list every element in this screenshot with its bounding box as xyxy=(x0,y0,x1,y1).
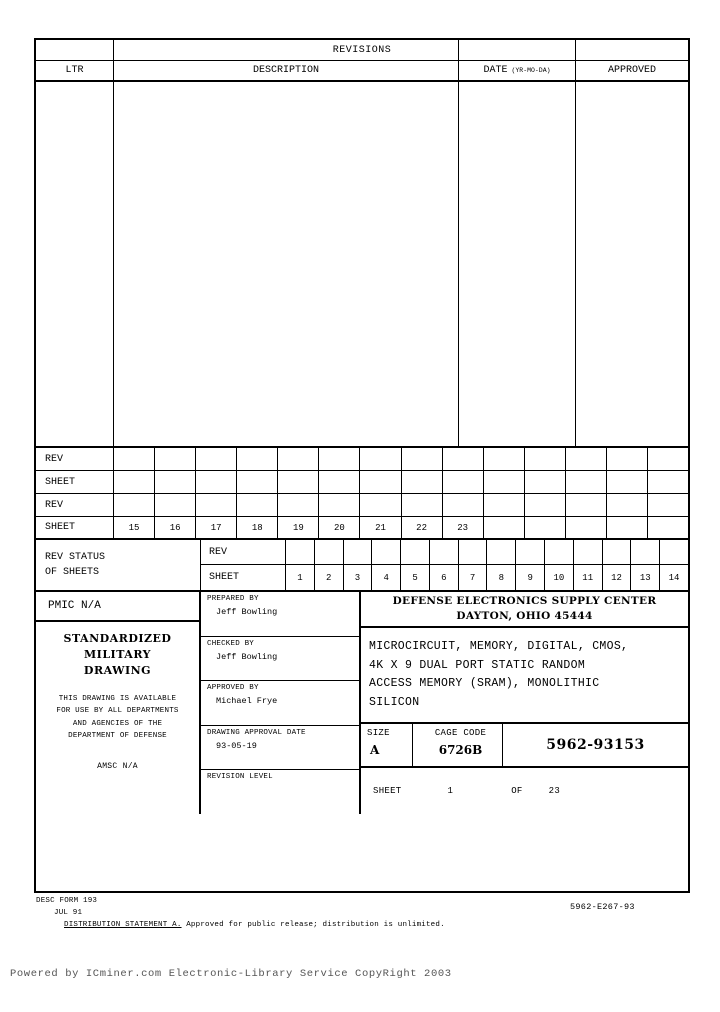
sheet-cell xyxy=(278,471,319,493)
item-title-line4: SILICON xyxy=(369,695,420,709)
rev-row-lower-cells xyxy=(114,494,688,516)
sheet-cell: 23 xyxy=(443,517,484,538)
rev-cell xyxy=(525,448,566,470)
rev-cell xyxy=(114,494,155,516)
rev-row-upper xyxy=(36,448,688,471)
title-block-left-column xyxy=(36,592,201,814)
item-title-line1: MICROCIRCUIT, MEMORY, DIGITAL, CMOS, xyxy=(369,640,629,653)
rev-cell xyxy=(319,448,360,470)
rev-cell xyxy=(319,494,360,516)
sheet-cell: 5 xyxy=(401,565,430,590)
sheet-cell: 20 xyxy=(319,517,360,538)
revisions-col-date-label: DATE xyxy=(483,65,508,76)
sheet-total: 23 xyxy=(548,786,561,796)
rev-cell xyxy=(372,540,401,564)
rev-row-lower-label: REV xyxy=(36,494,114,516)
sheet-label: SHEET xyxy=(373,786,402,796)
organization-line1: DEFENSE ELECTRONICS SUPPLY CENTER xyxy=(392,594,657,607)
availability-statement xyxy=(56,693,178,743)
rev-cell xyxy=(660,540,688,564)
organization-line2: DAYTON, OHIO 45444 xyxy=(456,610,593,622)
revisions-body-description-column xyxy=(114,40,459,446)
rev-cell xyxy=(360,448,401,470)
rev-cell xyxy=(443,494,484,516)
cage-code-value: 6726B xyxy=(438,743,483,757)
sheet-cell xyxy=(114,471,155,493)
sheet-cell: 7 xyxy=(459,565,488,590)
service-watermark: Powered by ICminer.com Electronic-Library Service CopyRight 2003 xyxy=(10,968,452,980)
rev-cell xyxy=(631,540,660,564)
sheet-row-upper-label: SHEET xyxy=(36,517,114,538)
drawing-approval-date-value: 93-05-19 xyxy=(216,740,257,751)
sheet-cell xyxy=(607,517,648,538)
document-code: 5962-E267-93 xyxy=(570,902,635,912)
sheet-cell xyxy=(484,517,525,538)
rev-cell xyxy=(344,540,373,564)
sheet-row-upper xyxy=(36,517,688,540)
size-value: A xyxy=(370,743,380,757)
distribution-statement xyxy=(64,920,694,932)
rev-cell xyxy=(402,448,443,470)
rev-cell xyxy=(401,540,430,564)
rev-cell xyxy=(648,494,688,516)
rev-cell xyxy=(155,494,196,516)
cage-code-cell xyxy=(413,724,503,766)
rev-status-rev-row xyxy=(201,540,688,565)
sheet-cell: 11 xyxy=(574,565,603,590)
approvals-column xyxy=(201,592,361,814)
revisions-body-approved-column xyxy=(576,40,688,446)
revisions-body-ltr-column xyxy=(36,40,114,446)
revisions-col-ltr: LTR xyxy=(36,61,114,80)
size-label: SIZE xyxy=(367,728,390,738)
rev-status-label-line2: OF SHEETS xyxy=(45,567,100,578)
sheet-cell: 22 xyxy=(402,517,443,538)
rev-status-grid xyxy=(201,540,688,590)
pmic-field: PMIC N/A xyxy=(36,592,199,622)
sheet-cell: 4 xyxy=(372,565,401,590)
drawing-number: 5962-93153 xyxy=(546,737,645,753)
rev-cell xyxy=(566,448,607,470)
item-title-line2: 4K X 9 DUAL PORT STATIC RANDOM xyxy=(369,658,586,672)
rev-cell xyxy=(516,540,545,564)
size-cage-number-row xyxy=(361,724,688,768)
sheet-cell xyxy=(155,471,196,493)
rev-cell xyxy=(196,494,237,516)
revision-level-cell xyxy=(201,770,359,814)
sheet-cell: 9 xyxy=(516,565,545,590)
revisions-body-date-column xyxy=(459,40,576,446)
sheet-cell: 15 xyxy=(114,517,155,538)
sheet-row-blank xyxy=(36,471,688,494)
checked-by-cell xyxy=(201,637,359,682)
sheet-row-upper-cells xyxy=(114,517,688,538)
approved-by-value: Michael Frye xyxy=(216,696,278,707)
rev-status-sheet-cells xyxy=(286,565,688,590)
sheet-of-row xyxy=(361,768,688,814)
rev-cell xyxy=(487,540,516,564)
item-title-line3: ACCESS MEMORY (SRAM), MONOLITHIC xyxy=(369,677,600,691)
standardized-military-drawing-seal xyxy=(36,622,199,814)
rev-cell xyxy=(566,494,607,516)
rev-cell xyxy=(545,540,574,564)
prepared-by-cell xyxy=(201,592,359,637)
rev-row-lower xyxy=(36,494,688,517)
sheet-cell: 3 xyxy=(344,565,373,590)
availability-line4: DEPARTMENT OF DEFENSE xyxy=(68,731,167,740)
rev-cell xyxy=(459,540,488,564)
sheet-cell: 21 xyxy=(360,517,401,538)
amsc-field: AMSC N/A xyxy=(97,762,138,772)
sheet-cell xyxy=(566,471,607,493)
sheet-cell xyxy=(196,471,237,493)
revisions-col-description: DESCRIPTION xyxy=(114,61,459,80)
rev-cell xyxy=(648,448,688,470)
rev-status-sheet-label: SHEET xyxy=(201,565,286,590)
drawing-approval-date-label: DRAWING APPROVAL DATE xyxy=(207,728,306,737)
rev-cell xyxy=(315,540,344,564)
size-cell xyxy=(361,724,413,766)
sheet-number: 1 xyxy=(447,786,454,796)
sheet-cell xyxy=(525,471,566,493)
rev-row-upper-label: REV xyxy=(36,448,114,470)
sheet-cell: 19 xyxy=(278,517,319,538)
sheet-row-blank-cells xyxy=(114,471,688,493)
sheet-cell: 12 xyxy=(603,565,632,590)
rev-cell xyxy=(484,494,525,516)
sheet-cell: 16 xyxy=(155,517,196,538)
rev-cell xyxy=(430,540,459,564)
checked-by-label: CHECKED BY xyxy=(207,639,255,648)
sheet-cell xyxy=(566,517,607,538)
revisions-col-date-format: (YR-MO-DA) xyxy=(511,67,551,74)
sheet-cell: 17 xyxy=(196,517,237,538)
rev-cell xyxy=(574,540,603,564)
rev-cell xyxy=(402,494,443,516)
smd-title-line2: MILITARY xyxy=(84,647,151,661)
smd-title xyxy=(64,631,172,679)
rev-cell xyxy=(607,494,648,516)
rev-status-label-line1: REV STATUS xyxy=(45,551,106,563)
sheet-cell xyxy=(443,471,484,493)
revisions-body xyxy=(36,40,688,448)
rev-status-rev-cells xyxy=(286,540,688,564)
sheet-cell xyxy=(237,471,278,493)
approved-by-label: APPROVED BY xyxy=(207,684,259,693)
prepared-by-label: PREPARED BY xyxy=(207,595,259,603)
sheet-row-blank-label: SHEET xyxy=(36,471,114,493)
sheet-cell: 18 xyxy=(237,517,278,538)
revisions-col-approved: APPROVED xyxy=(607,65,656,76)
cage-code-label: CAGE CODE xyxy=(434,728,487,738)
revision-level-label: REVISION LEVEL xyxy=(207,773,273,782)
sheet-cell: 6 xyxy=(430,565,459,590)
rev-cell xyxy=(525,494,566,516)
organization-block xyxy=(361,592,688,628)
distribution-statement-heading: DISTRIBUTION STATEMENT A. xyxy=(64,921,182,930)
title-block-right-column xyxy=(361,592,688,814)
rev-cell xyxy=(278,448,319,470)
distribution-statement-text: Approved for public release; distribution is unlimited. xyxy=(181,921,445,930)
rev-cell xyxy=(114,448,155,470)
item-title-block xyxy=(361,628,688,724)
drawing-approval-date-cell xyxy=(201,726,359,771)
rev-cell xyxy=(443,448,484,470)
availability-line3: AND AGENCIES OF THE xyxy=(72,719,163,728)
drawing-frame xyxy=(34,38,690,893)
rev-cell xyxy=(603,540,632,564)
smd-title-line1: STANDARDIZED xyxy=(63,632,172,645)
sheet-cell xyxy=(525,517,566,538)
revisions-header-row xyxy=(36,61,688,82)
availability-line2: FOR USE BY ALL DEPARTMENTS xyxy=(56,707,179,716)
revisions-title: REVISIONS xyxy=(36,40,688,61)
rev-row-upper-cells xyxy=(114,448,688,470)
sheet-cell: 14 xyxy=(668,572,680,583)
rev-status-label xyxy=(36,540,201,590)
form-date: JUL 91 xyxy=(54,908,83,917)
rev-cell xyxy=(237,494,278,516)
sheet-cell xyxy=(360,471,401,493)
sheet-cell xyxy=(648,471,688,493)
rev-cell xyxy=(607,448,648,470)
of-label: OF xyxy=(511,786,523,796)
sheet-cell xyxy=(319,471,360,493)
sheet-cell: 13 xyxy=(631,565,660,590)
rev-cell xyxy=(237,448,278,470)
sheet-cell xyxy=(484,471,525,493)
approved-by-cell xyxy=(201,681,359,726)
revisions-table xyxy=(36,40,688,82)
sheet-cell: 2 xyxy=(315,565,344,590)
rev-status-sheet-row xyxy=(201,565,688,590)
sheet-cell xyxy=(607,471,648,493)
form-number: DESC FORM 193 xyxy=(36,897,98,905)
sheet-cell xyxy=(648,517,688,538)
availability-line1: THIS DRAWING IS AVAILABLE xyxy=(58,694,177,703)
smd-title-line3: DRAWING xyxy=(83,663,152,677)
checked-by-value: Jeff Bowling xyxy=(216,651,278,662)
title-block xyxy=(36,592,688,814)
revisions-col-date xyxy=(459,61,576,80)
rev-cell xyxy=(155,448,196,470)
sheet-cell: 10 xyxy=(545,565,574,590)
rev-status-of-sheets-block xyxy=(36,540,688,592)
prepared-by-value: Jeff Bowling xyxy=(216,607,278,617)
sheet-cell: 8 xyxy=(487,565,516,590)
rev-cell xyxy=(360,494,401,516)
rev-cell xyxy=(286,540,315,564)
rev-cell xyxy=(278,494,319,516)
rev-status-rev-label: REV xyxy=(201,540,286,564)
sheet-cell: 1 xyxy=(286,565,315,590)
rev-cell xyxy=(484,448,525,470)
sheet-cell xyxy=(402,471,443,493)
rev-cell xyxy=(196,448,237,470)
